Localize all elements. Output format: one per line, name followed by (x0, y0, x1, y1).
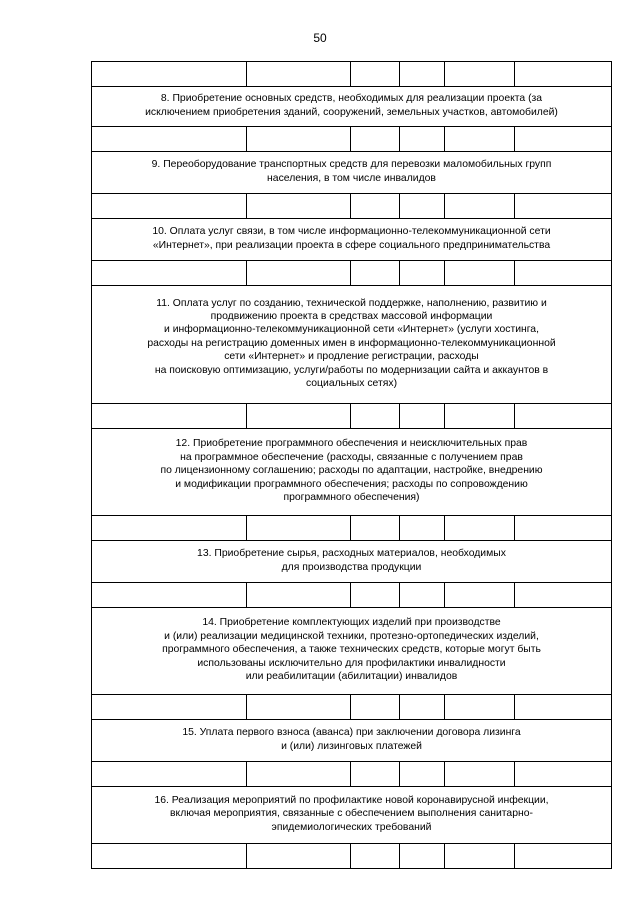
empty-cell (92, 127, 247, 152)
section-heading-cell (92, 152, 612, 194)
empty-cell (515, 762, 612, 787)
section-heading-line: использованы исключительно для профилактики инвалидности (197, 657, 506, 669)
empty-cell (92, 194, 247, 219)
expense-table-body (92, 62, 612, 869)
section-heading-row (92, 541, 612, 583)
empty-cell (400, 844, 445, 869)
section-heading-line: 8. Приобретение основных средств, необходимых для реализации проекта (за (160, 93, 543, 105)
empty-cell (351, 583, 400, 608)
section-heading-line: 15. Уплата первого взноса (аванса) при заключении договора лизинга (182, 727, 521, 739)
section-heading-line: и модификации программного обеспечения; расходы по сопровождению (175, 478, 528, 490)
page-number: 50 (313, 31, 327, 45)
empty-table-row (92, 516, 612, 541)
empty-table-row (92, 695, 612, 720)
empty-cell (445, 404, 515, 429)
section-heading-cell (92, 720, 612, 762)
section-heading-row (92, 219, 612, 261)
section-heading-line: расходы на регистрацию доменных имен в информационно-телекоммуникационной (147, 337, 556, 349)
section-heading-line: на поисковую оптимизацию, услуги/работы по модернизации сайта и аккаунтов в (154, 364, 549, 376)
empty-cell (515, 844, 612, 869)
section-heading-line: 13. Приобретение сырья, расходных материалов, необходимых (197, 548, 506, 560)
section-heading-line: 11. Оплата услуг по созданию, технической поддержке, наполнению, развитию и (156, 297, 547, 309)
empty-cell (247, 516, 351, 541)
section-heading-row (92, 87, 612, 127)
empty-cell (445, 261, 515, 286)
section-heading-row (92, 608, 612, 695)
section-heading-cell (92, 87, 612, 127)
empty-table-row (92, 194, 612, 219)
empty-cell (515, 127, 612, 152)
section-heading-line: на программное обеспечение (расходы, связанные с получением прав (180, 451, 523, 463)
section-heading-line: по лицензионному соглашению; расходы по адаптации, настройке, внедрению (160, 465, 543, 477)
empty-cell (351, 695, 400, 720)
empty-cell (445, 62, 515, 87)
section-heading-line: 16. Реализация мероприятий по профилактике новой коронавирусной инфекции, (154, 794, 549, 806)
empty-cell (247, 261, 351, 286)
section-heading-line: и (или) реализации медицинской техники, протезно-ортопедических изделий, (164, 630, 539, 642)
section-heading-line: или реабилитации (абилитации) инвалидов (245, 671, 458, 683)
empty-table-row (92, 762, 612, 787)
empty-cell (400, 261, 445, 286)
empty-cell (515, 261, 612, 286)
empty-cell (351, 62, 400, 87)
section-heading-line: населения, в том числе инвалидов (267, 172, 436, 184)
section-heading-row (92, 429, 612, 516)
empty-cell (351, 261, 400, 286)
empty-cell (400, 404, 445, 429)
section-heading-line: 9. Переоборудование транспортных средств для перевозки маломобильных групп (151, 159, 552, 171)
section-heading-line: программного обеспечения, а также технических средств, которые могут быть (162, 644, 541, 656)
empty-table-row (92, 127, 612, 152)
empty-cell (92, 844, 247, 869)
empty-cell (247, 695, 351, 720)
section-heading-cell (92, 608, 612, 695)
empty-cell (400, 762, 445, 787)
empty-cell (445, 583, 515, 608)
section-heading-line: эпидемиологических требований (271, 821, 432, 833)
empty-cell (92, 583, 247, 608)
section-heading-line: 12. Приобретение программного обеспечения и неисключительных прав (175, 438, 528, 450)
empty-cell (247, 844, 351, 869)
empty-cell (445, 695, 515, 720)
empty-cell (351, 127, 400, 152)
empty-cell (92, 261, 247, 286)
section-heading-line: 14. Приобретение комплектующих изделий при производстве (202, 617, 501, 629)
section-heading-line: исключением приобретения зданий, сооружений, земельных участков, автомобилей) (145, 106, 558, 118)
section-heading-line: программного обеспечения) (283, 492, 420, 504)
empty-cell (247, 62, 351, 87)
empty-cell (400, 194, 445, 219)
expense-table (91, 61, 612, 869)
section-heading-line: 10. Оплата услуг связи, в том числе информационно-телекоммуникационной сети (152, 226, 551, 238)
empty-cell (92, 516, 247, 541)
section-heading-line: включая мероприятия, связанные с обеспечением выполнения санитарно- (170, 808, 533, 820)
section-heading-cell (92, 286, 612, 404)
section-heading-line: и (или) лизинговых платежей (281, 740, 422, 752)
empty-cell (247, 583, 351, 608)
section-heading-cell (92, 429, 612, 516)
empty-cell (515, 62, 612, 87)
empty-cell (247, 127, 351, 152)
empty-cell (247, 194, 351, 219)
empty-cell (445, 516, 515, 541)
section-heading-row (92, 152, 612, 194)
section-heading-line: для производства продукции (281, 561, 422, 573)
empty-cell (400, 583, 445, 608)
section-heading-line: социальных сетях) (305, 378, 398, 390)
empty-cell (515, 583, 612, 608)
empty-table-row (92, 844, 612, 869)
section-heading-line: продвижению проекта в средствах массовой информации (210, 310, 493, 322)
section-heading-row (92, 787, 612, 844)
empty-cell (445, 194, 515, 219)
section-heading-cell (92, 787, 612, 844)
empty-cell (400, 62, 445, 87)
empty-table-row (92, 583, 612, 608)
empty-cell (92, 62, 247, 87)
empty-cell (247, 404, 351, 429)
empty-cell (445, 762, 515, 787)
section-heading-cell (92, 541, 612, 583)
empty-cell (351, 194, 400, 219)
empty-cell (515, 404, 612, 429)
empty-cell (247, 762, 351, 787)
empty-cell (351, 844, 400, 869)
section-heading-line: и информационно-телекоммуникационной сети «Интернет» (услуги хостинга, (164, 324, 539, 336)
empty-cell (351, 516, 400, 541)
section-heading-line: «Интернет», при реализации проекта в сфере социального предпринимательства (152, 239, 551, 251)
empty-cell (515, 695, 612, 720)
empty-table-row (92, 62, 612, 87)
empty-cell (351, 762, 400, 787)
empty-cell (92, 762, 247, 787)
empty-cell (445, 844, 515, 869)
empty-cell (92, 404, 247, 429)
empty-cell (515, 516, 612, 541)
empty-cell (400, 127, 445, 152)
empty-table-row (92, 261, 612, 286)
empty-table-row (92, 404, 612, 429)
section-heading-cell (92, 219, 612, 261)
section-heading-line: сети «Интернет» и продление регистрации, расходы (224, 351, 479, 363)
empty-cell (515, 194, 612, 219)
section-heading-row (92, 720, 612, 762)
section-heading-row (92, 286, 612, 404)
empty-cell (400, 516, 445, 541)
empty-cell (92, 695, 247, 720)
empty-cell (351, 404, 400, 429)
empty-cell (445, 127, 515, 152)
empty-cell (400, 695, 445, 720)
